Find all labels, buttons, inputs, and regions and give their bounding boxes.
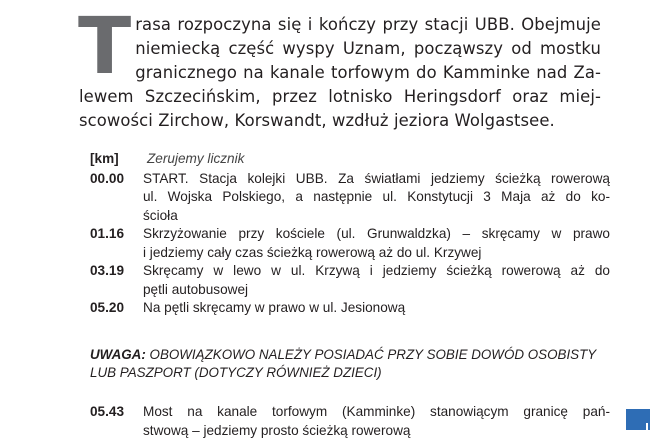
route-entry-line: Most na kanale torfowym (Kamminke) stanowiącym granicę pań- bbox=[143, 403, 610, 422]
route-entry-text bbox=[143, 299, 610, 318]
route-entry-km: 05.20 bbox=[90, 299, 143, 318]
route-entry bbox=[90, 262, 610, 299]
route-entry-line: START. Stacja kolejki UBB. Za światłami jedziemy ścieżką rowerową bbox=[143, 170, 610, 189]
warning-text-line: OBOWIĄZKOWO NALEŻY POSIADAĆ PRZY SOBIE DOWÓD OSOBISTY bbox=[150, 347, 597, 362]
intro-line: granicznego na kanale torfowym do Kamminke nad Za- bbox=[79, 61, 601, 85]
route-entry-km: 01.16 bbox=[90, 225, 143, 262]
route-entry-line: ul. Wojska Polskiego, a następnie ul. Konstytucji 3 Maja aż do ko- bbox=[143, 188, 610, 207]
warning-note bbox=[90, 346, 610, 382]
chapter-tab-marker bbox=[626, 409, 650, 430]
drop-cap: T bbox=[78, 14, 129, 80]
route-entry-km: 03.19 bbox=[90, 262, 143, 299]
warning-label: UWAGA: bbox=[90, 347, 146, 362]
km-column-header: [km] bbox=[90, 150, 143, 169]
route-entry-line: i jedziemy cały czas ścieżką rowerową aż do ul. Krzywej bbox=[143, 244, 610, 263]
warning-text-line: LUB PASZPORT (DOTYCZY RÓWNIEŻ DZIECI) bbox=[90, 364, 610, 382]
intro-line: scowości Zirchow, Korswandt, wzdłuż jeziora Wolgastsee. bbox=[79, 109, 601, 133]
tab-tick bbox=[646, 423, 648, 430]
intro-line: rasa rozpoczyna się i kończy przy stacji UBB. Obejmuje bbox=[79, 13, 601, 37]
route-entry bbox=[90, 225, 610, 262]
route-entry-line: Na pętli skręcamy w prawo w ul. Jesionową bbox=[143, 299, 610, 318]
route-entry-line: Skrzyżowanie przy kościele (ul. Grunwaldzka) – skręcamy w prawo bbox=[143, 225, 610, 244]
route-entry bbox=[90, 299, 610, 318]
intro-paragraph bbox=[79, 13, 601, 133]
route-entry-line: ścioła bbox=[143, 207, 610, 226]
route-table bbox=[90, 150, 610, 318]
route-entry-text bbox=[143, 262, 610, 299]
intro-line: niemiecką część wyspy Uznam, począwszy od mostku bbox=[79, 37, 601, 61]
route-entry-line: stwową – jedziemy prosto ścieżką rowerową bbox=[143, 422, 610, 440]
route-entry-km: 00.00 bbox=[90, 170, 143, 226]
intro-line: lewem Szczecińskim, przez lotnisko Heringsdorf oraz miej- bbox=[79, 85, 601, 109]
route-entry-text bbox=[143, 403, 610, 440]
route-entry-km: 05.43 bbox=[90, 403, 143, 440]
route-entry-line: Skręcamy w lewo w ul. Krzywą i jedziemy ścieżką rowerową aż do bbox=[143, 262, 610, 281]
route-entry-text bbox=[143, 225, 610, 262]
route-header-row bbox=[90, 150, 610, 169]
route-entry-line: pętli autobusowej bbox=[143, 281, 610, 300]
route-entry bbox=[90, 170, 610, 226]
route-entry-text bbox=[143, 170, 610, 226]
counter-reset-note: Zerujemy licznik bbox=[143, 150, 610, 169]
route-entry bbox=[90, 403, 610, 440]
